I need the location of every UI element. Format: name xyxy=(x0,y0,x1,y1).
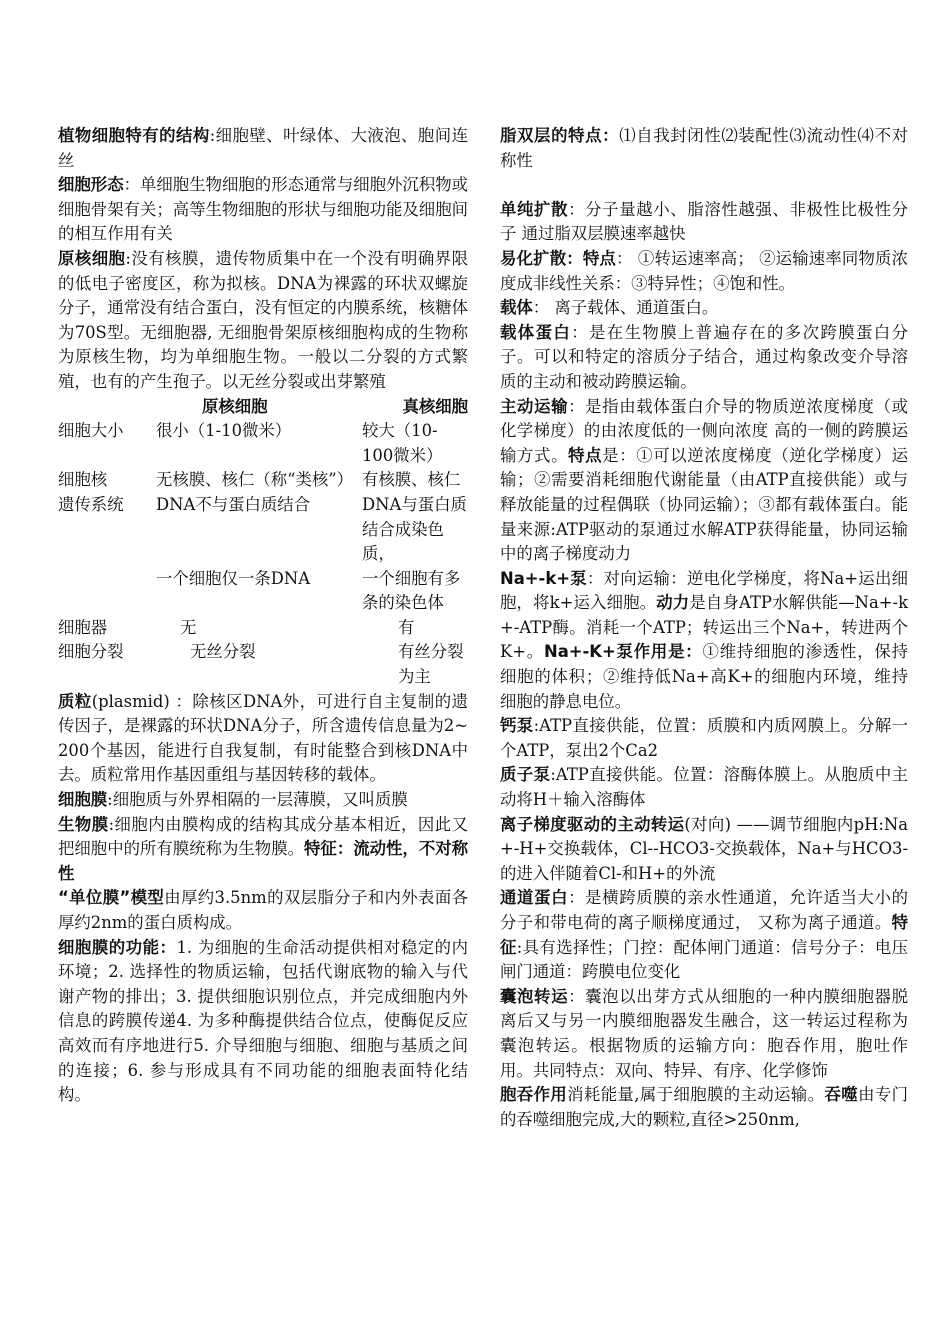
paragraph-carrier xyxy=(500,296,908,321)
body-text: 由厚约3.5nm的双层脂分子和内外表面各厚约2nm的蛋白质构成。 xyxy=(58,888,469,932)
paragraph-cell-membrane xyxy=(58,788,468,813)
heading: 单纯扩散 xyxy=(500,199,569,219)
heading: Na+-K+泵作用是： xyxy=(543,642,703,662)
comparison-table xyxy=(58,395,468,690)
heading: 动力 xyxy=(656,593,690,613)
body-text: ：分子量越小、脂溶性越强、非极性比极性分子 通过脂双层膜速率越快 xyxy=(500,199,909,244)
heading: 细胞形态 xyxy=(58,175,124,195)
table-cell: 有核膜、核仁 xyxy=(362,470,461,490)
table-cell: 有 xyxy=(398,617,415,637)
paragraph-vesicle-transport xyxy=(500,985,908,1083)
heading: 生物膜 xyxy=(58,814,109,834)
heading: 植物细胞特有的结构 xyxy=(58,126,210,145)
table-cell: 细胞大小 xyxy=(58,421,124,441)
table-cell: 较大（10-100微米） xyxy=(362,421,443,465)
body-text: ：是指由载体蛋白介导的物质逆浓度梯度（或化学梯度）的由浓度低的一侧向浓度 高的一侧的跨膜运输方式。 xyxy=(500,396,909,465)
paragraph-simple-diffusion xyxy=(500,198,908,247)
body-text: (plasmid) ：除核区DNA外，可进行自主复制的遗传因子，是裸露的环状DNA分子，所含遗传信息量为2~200个基因，能进行自我复制，有时能整合到核DNA中去。质粒常用作基因重组与基因转移的载体。 xyxy=(58,691,468,785)
paragraph-carrier-protein xyxy=(500,321,908,395)
table-cell: 无 xyxy=(180,617,197,637)
table-row xyxy=(58,567,468,616)
table-cell: 有丝分裂为主 xyxy=(398,642,464,687)
heading: 细胞膜的功能： xyxy=(58,937,177,957)
heading: 载体蛋白 xyxy=(500,322,572,342)
table-row xyxy=(58,493,468,567)
table-header-cell xyxy=(58,395,156,420)
heading: 主动运输 xyxy=(500,396,569,416)
body-text: 1. 为细胞的生命活动提供相对稳定的内环境；2. 选择性的物质运输，包括代谢底物的输入与代谢产物的排出；3. 提供细胞识别位点，并完成细胞内外信息的跨膜传递4. 为多种酶提供结合位点，使酶促反应高效而有序地进行5. 介导细胞与细胞、细胞与基质之间的连接；6. 参与形成具有不同功能的细胞表面特化结构。 xyxy=(58,937,468,1105)
table-header-cell: 原核细胞 xyxy=(202,396,268,416)
body-text: 消耗能量,属于细胞膜的主动运输。 xyxy=(567,1085,825,1105)
body-text: ： 离子载体、通道蛋白。 xyxy=(532,298,719,318)
body-text: ①维持细胞的渗透性，保持细胞的体积；②维持低Na+高K+的细胞内环境，维持细胞的静息电位。 xyxy=(500,642,909,711)
body-text: 是：①可以逆浓度梯度（逆化学梯度）运输；②需要消耗细胞代谢能量（由ATP直接供能）或与释放能量的过程偶联（协同运输）；③都有载体蛋白。能量来源:ATP驱动的泵通过水解ATP获得能量，协同运输中的离子梯度动力 xyxy=(500,445,909,564)
table-cell: 无丝分裂 xyxy=(190,642,256,662)
body-text: :细胞壁、叶绿体、大液泡、胞间连丝 xyxy=(58,126,469,170)
left-column xyxy=(58,124,468,1108)
table-cell: 一个细胞仅一条DNA xyxy=(156,568,311,588)
paragraph-proton-pump xyxy=(500,763,908,812)
paragraph-cell-shape xyxy=(58,173,468,247)
heading: 脂双层的特点： xyxy=(500,126,620,145)
heading: 离子梯度驱动的主动转运 xyxy=(500,814,685,834)
paragraph-endocytosis xyxy=(500,1083,908,1132)
heading: “单位膜”模型 xyxy=(58,888,165,908)
body-text: ：单细胞生物细胞的形态通常与细胞外沉积物或细胞骨架有关；高等生物细胞的形状与细胞功能及细胞间的相互作用有关 xyxy=(58,175,469,244)
paragraph-prokaryotic-cell xyxy=(58,247,468,395)
paragraph-na-k-pump xyxy=(500,567,908,715)
paragraph-facilitated-diffusion xyxy=(500,247,908,296)
body-text: (对向) ——调节细胞内pH:Na+-H+交换载体，Cl--HCO3-交换载体，Na+与HCO3-的进入伴随着Cl-和H+的外流 xyxy=(500,814,909,883)
heading: 细胞膜 xyxy=(58,790,108,810)
body-text: :细胞内由膜构成的结构其成分基本相近，因此又把细胞中的所有膜统称为生物膜。 xyxy=(58,814,468,859)
table-cell: 遗传系统 xyxy=(58,494,124,514)
heading: 通道蛋白 xyxy=(500,888,569,908)
paragraph-plasmid xyxy=(58,690,468,788)
table-row xyxy=(58,468,468,493)
table-cell: DNA与蛋白质结合成染色质， xyxy=(362,494,467,564)
heading: 质粒 xyxy=(58,691,92,711)
body-text: :没有核膜，遗传物质集中在一个没有明确界限的低电子密度区，称为拟核。DNA为裸露的环状双螺旋分子，通常没有结合蛋白，没有恒定的内膜系统，核糖体为70S型。无细胞器, 无细胞骨架原核细胞构成的生物称为原核生物，均为单细胞生物。一般以二分裂的方式繁殖，也有的产生孢子。以无丝分裂或出芽繁殖 xyxy=(58,248,469,391)
heading: Na+-k+泵 xyxy=(500,568,587,588)
right-column xyxy=(500,124,908,1132)
heading: 囊泡转运 xyxy=(500,986,569,1006)
table-cell: DNA不与蛋白质结合 xyxy=(156,494,311,514)
heading: 特征 xyxy=(500,913,908,957)
heading: 特点 xyxy=(568,445,603,465)
body-text: ：是在生物膜上普遍存在的多次跨膜蛋白分子。可以和特定的溶质分子结合，通过构象改变介导溶质的主动和被动跨膜运输。 xyxy=(500,322,909,391)
table-cell: 一个细胞有多条的染色体 xyxy=(362,568,461,613)
body-text: :ATP直接供能，位置：质膜和内质网膜上。分解一个ATP，泵出2个Ca2 xyxy=(500,716,909,760)
body-text: ：是横跨质膜的亲水性通道，允许适当大小的分子和带电荷的离子顺梯度通过， 又称为离子通道。 xyxy=(500,888,909,932)
table-header-row xyxy=(58,395,468,420)
table-cell: 细胞分裂 xyxy=(58,642,124,662)
table-cell: 很小（1-10微米） xyxy=(156,421,292,441)
blank-line xyxy=(500,173,908,198)
table-row xyxy=(58,640,468,689)
body-text: ：对向运输：逆电化学梯度，将Na+运出细胞，将k+运入细胞。 xyxy=(500,568,908,613)
table-cell: 细胞器 xyxy=(58,617,108,637)
table-header-cell: 真核细胞 xyxy=(402,396,468,416)
body-text: :细胞质与外界相隔的一层薄膜，又叫质膜 xyxy=(107,790,408,810)
paragraph-lipid-bilayer xyxy=(500,124,908,173)
heading: 胞吞作用 xyxy=(500,1085,568,1105)
paragraph-membrane-functions xyxy=(58,936,468,1108)
body-text: ：囊泡以出芽方式从细胞的一种内膜细胞器脱离后又与另一内膜细胞器发生融合，这一转运过程称为囊泡转运。根据物质的运输方向：胞吞作用，胞吐作用。共同特点：双向、特异、有序、化学修饰 xyxy=(500,986,909,1080)
body-text: ⑴自我封闭性⑵装配性⑶流动性⑷不对称性 xyxy=(500,126,909,170)
body-text: ： ①转运速率高； ②运输速率同物质浓度成非线性关系：③特异性；④饱和性。 xyxy=(500,248,909,293)
heading: 易化扩散：特点 xyxy=(500,248,616,268)
paragraph-active-transport xyxy=(500,395,908,567)
heading: 特征：流动性，不对称性 xyxy=(58,839,469,883)
paragraph-calcium-pump xyxy=(500,714,908,763)
body-text: 由专门的吞噬细胞完成,大的颗粒,直径>250nm, xyxy=(500,1085,909,1129)
paragraph-unit-membrane xyxy=(58,886,468,935)
heading: 钙泵 xyxy=(500,716,534,736)
body-text: 是自身ATP水解供能—Na+-k+-ATP酶。消耗一个ATP；转运出三个Na+，转进两个K+。 xyxy=(500,593,908,662)
paragraph-biomembrane xyxy=(58,813,468,887)
paragraph-plant-cell-structures xyxy=(58,124,468,173)
heading: 吞噬 xyxy=(824,1085,859,1105)
table-row xyxy=(58,616,468,641)
heading: 原核细胞 xyxy=(58,248,126,268)
table-cell: 细胞核 xyxy=(58,470,108,490)
table-cell xyxy=(58,567,156,616)
table-cell: 无核膜、核仁（称“类核”） xyxy=(156,470,354,490)
body-text: :ATP直接供能。位置：溶酶体膜上。从胞质中主动将H＋输入溶酶体 xyxy=(500,765,909,810)
heading: 载体 xyxy=(500,298,533,318)
paragraph-ion-gradient-transport xyxy=(500,813,908,887)
table-row xyxy=(58,419,468,468)
paragraph-channel-protein xyxy=(500,886,908,984)
heading: 质子泵 xyxy=(500,765,551,785)
body-text: :具有选择性；门控：配体闸门通道：信号分子：电压闸门通道：跨膜电位变化 xyxy=(500,937,909,982)
